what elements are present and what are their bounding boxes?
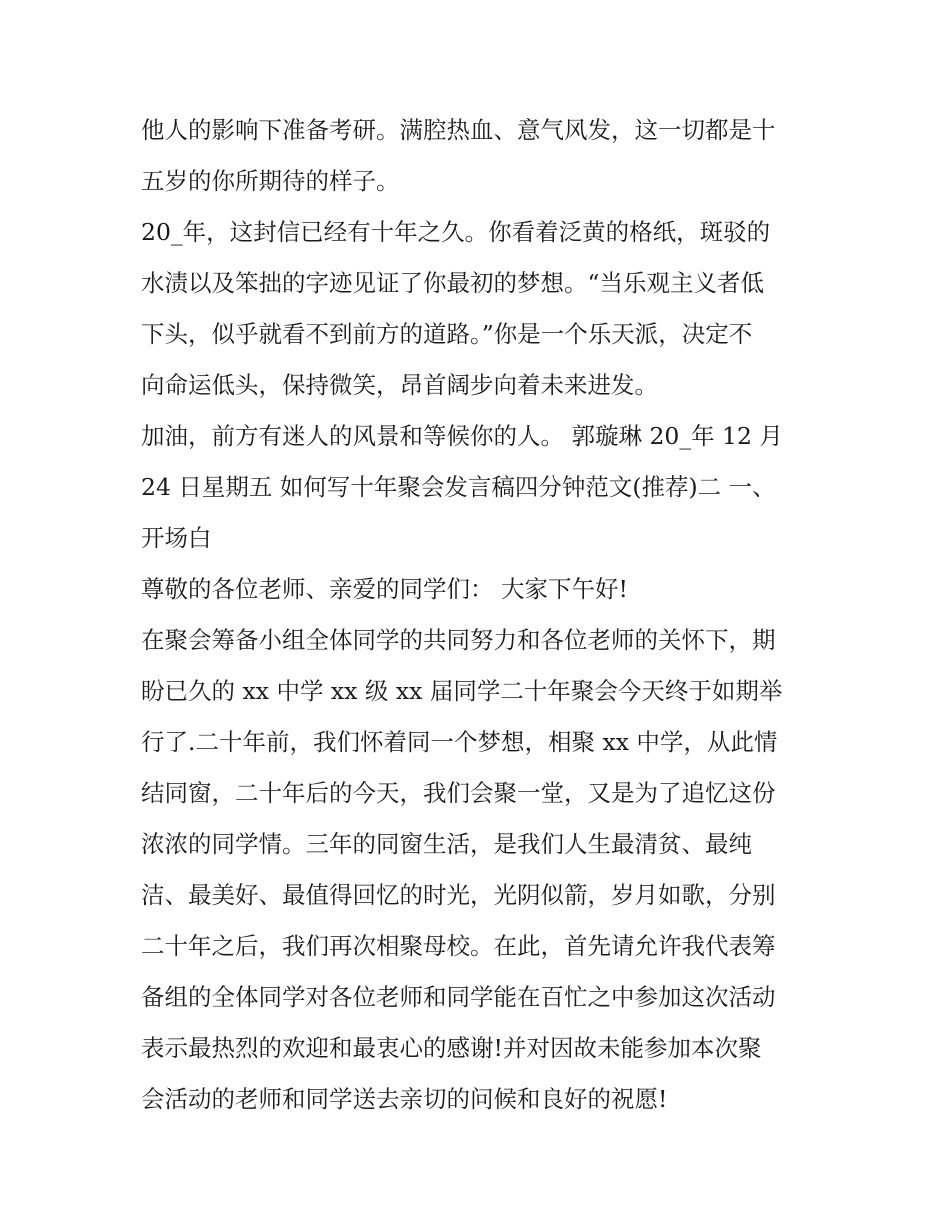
text-line-13: 行了.二十年前，我们怀着同一个梦想，相聚 xx 中学，从此情 — [141, 728, 778, 756]
text-line-14: 结同窗，二十年后的今天，我们会聚一堂，又是为了追忆这份 — [141, 779, 776, 807]
text-line-20: 会活动的老师和同学送去亲切的问候和良好的祝愿! — [141, 1085, 668, 1113]
text-line-2: 五岁的你所期待的样子。 — [141, 167, 400, 195]
text-line-16: 洁、最美好、最值得回忆的时光，光阴似箭，岁月如歌，分别 — [141, 881, 776, 909]
text-line-8: 24 日星期五 如何写十年聚会发言稿四分钟范文(推荐)二 一、 — [141, 473, 776, 501]
document-body — [141, 105, 821, 1125]
text-line-10: 尊敬的各位老师、亲爱的同学们： 大家下午好! — [141, 575, 628, 603]
text-line-4: 水渍以及笨拙的字迹见证了你最初的梦想。“当乐观主义者低 — [141, 269, 765, 297]
text-line-12: 盼已久的 xx 中学 xx 级 xx 届同学二十年聚会今天终于如期举 — [141, 677, 783, 705]
text-line-18: 备组的全体同学对各位老师和同学能在百忙之中参加这次活动 — [141, 983, 776, 1011]
text-line-6: 向命运低头，保持微笑，昂首阔步向着未来进发。 — [141, 371, 658, 399]
text-line-11: 在聚会筹备小组全体同学的共同努力和各位老师的关怀下，期 — [141, 626, 776, 654]
text-line-19: 表示最热烈的欢迎和最衷心的感谢!并对因故未能参加本次聚 — [141, 1034, 762, 1062]
text-line-3: 20_年，这封信已经有十年之久。你看着泛黄的格纸，斑驳的 — [141, 218, 771, 246]
text-line-9: 开场白 — [141, 524, 212, 552]
text-line-17: 二十年之后，我们再次相聚母校。在此，首先请允许我代表筹 — [141, 932, 776, 960]
text-line-7: 加油，前方有迷人的风景和等候你的人。 郭璇琳 20_年 12 月 — [141, 422, 783, 450]
text-line-1: 他人的影响下准备考研。满腔热血、意气风发，这一切都是十 — [141, 116, 776, 144]
text-line-5: 下头，似乎就看不到前方的道路。”你是一个乐天派，决定不 — [141, 320, 753, 348]
text-line-15: 浓浓的同学情。三年的同窗生活，是我们人生最清贫、最纯 — [141, 830, 752, 858]
